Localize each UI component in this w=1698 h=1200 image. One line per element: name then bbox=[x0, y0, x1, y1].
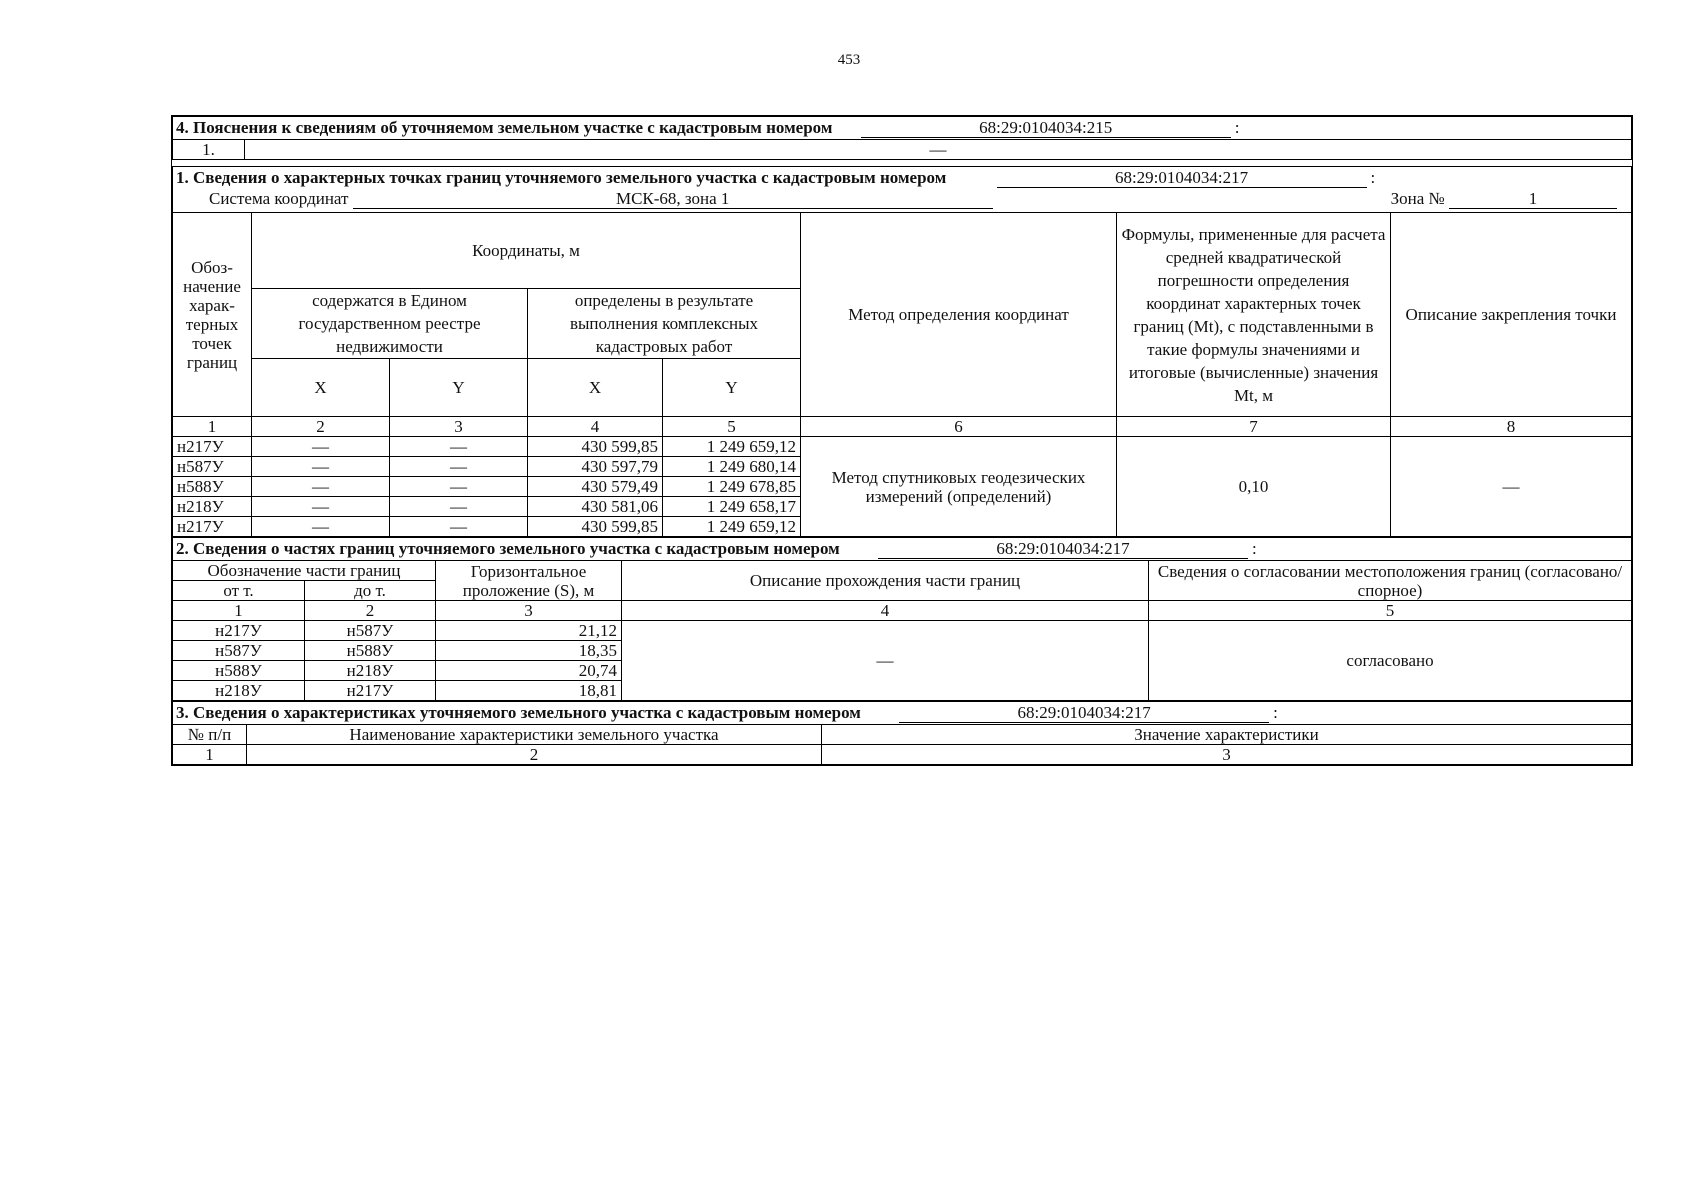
point-x1: — bbox=[252, 517, 390, 537]
point-x1: — bbox=[252, 457, 390, 477]
part-from: н587У bbox=[173, 641, 305, 661]
part-from: н218У bbox=[173, 681, 305, 701]
section1-header bbox=[173, 167, 1632, 190]
section2-colon: : bbox=[1252, 539, 1257, 558]
section4-header bbox=[173, 117, 1632, 140]
point-y1: — bbox=[390, 497, 528, 517]
header-y1: Y bbox=[390, 359, 528, 417]
col-number: 1 bbox=[173, 601, 305, 621]
point-x1: — bbox=[252, 497, 390, 517]
header-x1: X bbox=[252, 359, 390, 417]
header-description: Описание прохождения части границ bbox=[622, 561, 1149, 601]
table-row bbox=[173, 621, 1632, 641]
section3-table bbox=[172, 701, 1632, 765]
section1-cadastral: 68:29:0104034:217 bbox=[997, 168, 1367, 188]
header-designation: Обоз-начение харак-терных точек границ bbox=[173, 213, 252, 417]
col-number: 4 bbox=[528, 417, 663, 437]
header-num: № п/п bbox=[173, 725, 247, 745]
part-length: 21,12 bbox=[436, 621, 622, 641]
part-from: н588У bbox=[173, 661, 305, 681]
point-name: н217У bbox=[173, 437, 252, 457]
cadastral-sheet bbox=[171, 115, 1633, 766]
point-x2: 430 599,85 bbox=[528, 437, 663, 457]
header-coordinates: Координаты, м bbox=[252, 213, 801, 289]
header-horizontal: Горизонтальное проложение (S), м bbox=[436, 561, 622, 601]
header-method: Метод определения координат bbox=[801, 213, 1117, 417]
section4-table bbox=[172, 116, 1632, 160]
header-from: от т. bbox=[173, 581, 305, 601]
section3-cadastral: 68:29:0104034:217 bbox=[899, 703, 1269, 723]
section1-colon: : bbox=[1370, 168, 1376, 187]
coord-system-label: Система координат bbox=[209, 189, 349, 208]
zone-value: 1 bbox=[1449, 189, 1617, 209]
section1-title: 1. Сведения о характерных точках границ уточняемого земельного участка с кадастровым номером bbox=[176, 168, 947, 187]
point-y2: 1 249 658,17 bbox=[663, 497, 801, 517]
section4-cadastral: 68:29:0104034:215 bbox=[861, 118, 1231, 138]
col-number: 6 bbox=[801, 417, 1117, 437]
description-value: — bbox=[622, 621, 1149, 701]
part-to: н588У bbox=[305, 641, 436, 661]
point-y2: 1 249 659,12 bbox=[663, 437, 801, 457]
col-number: 5 bbox=[1149, 601, 1632, 621]
point-y2: 1 249 678,85 bbox=[663, 477, 801, 497]
point-x1: — bbox=[252, 437, 390, 457]
point-name: н587У bbox=[173, 457, 252, 477]
col-number: 2 bbox=[247, 745, 822, 765]
fixing-value: — bbox=[1391, 437, 1632, 537]
col-number-row bbox=[173, 745, 1632, 765]
point-y1: — bbox=[390, 437, 528, 457]
point-y1: — bbox=[390, 457, 528, 477]
part-to: н217У bbox=[305, 681, 436, 701]
part-from: н217У bbox=[173, 621, 305, 641]
section3-header bbox=[173, 702, 1632, 725]
col-number: 4 bbox=[622, 601, 1149, 621]
point-name: н217У bbox=[173, 517, 252, 537]
agreement-value: согласовано bbox=[1149, 621, 1632, 701]
point-name: н588У bbox=[173, 477, 252, 497]
zone-label: Зона № bbox=[1390, 189, 1445, 208]
header-fixing: Описание закрепления точки bbox=[1391, 213, 1632, 417]
section4-row-num: 1. bbox=[173, 140, 245, 160]
col-number-row bbox=[173, 417, 1632, 437]
header-agreement: Сведения о согласовании местоположения границ (согласовано/спорное) bbox=[1149, 561, 1632, 601]
col-number: 1 bbox=[173, 417, 252, 437]
section3-colon: : bbox=[1273, 703, 1278, 722]
point-y2: 1 249 659,12 bbox=[663, 517, 801, 537]
header-value: Значение характеристики bbox=[822, 725, 1632, 745]
col-number: 3 bbox=[822, 745, 1632, 765]
col-number: 3 bbox=[390, 417, 528, 437]
part-to: н587У bbox=[305, 621, 436, 641]
header-x2: X bbox=[528, 359, 663, 417]
col-number-row bbox=[173, 601, 1632, 621]
col-number: 2 bbox=[305, 601, 436, 621]
point-name: н218У bbox=[173, 497, 252, 517]
point-x2: 430 579,49 bbox=[528, 477, 663, 497]
col-number: 5 bbox=[663, 417, 801, 437]
point-y1: — bbox=[390, 477, 528, 497]
section2-title: 2. Сведения о частях границ уточняемого земельного участка с кадастровым номером bbox=[176, 539, 840, 558]
col-number: 3 bbox=[436, 601, 622, 621]
coord-system-line bbox=[173, 189, 1632, 213]
col-number: 1 bbox=[173, 745, 247, 765]
col-number: 2 bbox=[252, 417, 390, 437]
section1-table bbox=[172, 166, 1632, 537]
section4-colon: : bbox=[1234, 118, 1240, 137]
page-number: 453 bbox=[837, 52, 861, 68]
header-complex: определены в результате выполнения комплексных кадастровых работ bbox=[528, 289, 801, 359]
section4-row-value: — bbox=[245, 140, 1632, 160]
part-to: н218У bbox=[305, 661, 436, 681]
point-y2: 1 249 680,14 bbox=[663, 457, 801, 477]
section2-cadastral: 68:29:0104034:217 bbox=[878, 539, 1248, 559]
point-x2: 430 599,85 bbox=[528, 517, 663, 537]
section4-title: 4. Пояснения к сведениям об уточняемом земельном участке с кадастровым номером bbox=[176, 118, 833, 137]
coord-system-value: МСК-68, зона 1 bbox=[353, 189, 993, 209]
section2-table bbox=[172, 537, 1632, 701]
point-x2: 430 597,79 bbox=[528, 457, 663, 477]
header-formulas: Формулы, примененные для расчета средней квадратической погрешности определения координат характерных точек границ (Mt), с подставленными в такие формулы значениями и итоговые (вычисленные) значения Mt, м bbox=[1117, 213, 1391, 417]
header-name: Наименование характеристики земельного участка bbox=[247, 725, 822, 745]
point-x2: 430 581,06 bbox=[528, 497, 663, 517]
method-value: Метод спутниковых геодезических измерений (определений) bbox=[801, 437, 1117, 537]
part-length: 18,35 bbox=[436, 641, 622, 661]
header-to: до т. bbox=[305, 581, 436, 601]
table-row bbox=[173, 437, 1632, 457]
mt-value: 0,10 bbox=[1117, 437, 1391, 537]
point-x1: — bbox=[252, 477, 390, 497]
part-length: 18,81 bbox=[436, 681, 622, 701]
header-y2: Y bbox=[663, 359, 801, 417]
header-egrn: содержатся в Едином государственном реестре недвижимости bbox=[252, 289, 528, 359]
section3-title: 3. Сведения о характеристиках уточняемого земельного участка с кадастровым номером bbox=[176, 703, 861, 722]
header-part-designation: Обозначение части границ bbox=[173, 561, 436, 581]
col-number: 7 bbox=[1117, 417, 1391, 437]
part-length: 20,74 bbox=[436, 661, 622, 681]
col-number: 8 bbox=[1391, 417, 1632, 437]
point-y1: — bbox=[390, 517, 528, 537]
section2-header bbox=[173, 538, 1632, 561]
